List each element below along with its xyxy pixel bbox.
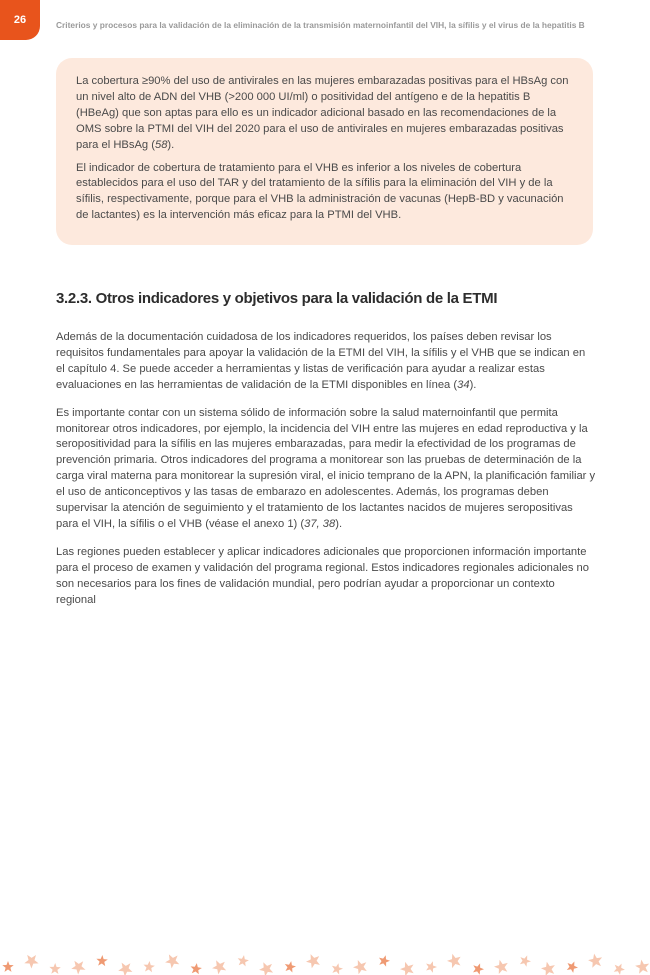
section-body — [56, 330, 596, 621]
page-number: 26 — [13, 14, 27, 26]
footer-star-icon — [541, 962, 555, 975]
footer-star-icon — [520, 955, 531, 966]
section-heading: 3.2.3. Otros indicadores y objetivos para la validación de la ETMI — [56, 290, 498, 307]
footer-star-icon — [71, 961, 85, 975]
footer-star-icon — [49, 963, 60, 974]
footer-star-icon — [24, 955, 38, 969]
footer-star-icon — [285, 961, 296, 972]
callout-paragraph-1: La cobertura ≥90% del uso de antivirales en las mujeres embarazadas positivas para el HBsAg con un nivel alto de ADN del VHB (>200 000 UI/ml) o positividad del antígeno e de la hepatitis B (HBeAg) que son aptas para ello es un indicador adicional basado en las recomendaciones de la OMS sobre la PTMI del VIH del 2020 para el uso de antivirales en mujeres embarazadas positivas para el HBsAg (58). — [76, 75, 569, 151]
footer-star-icon — [212, 960, 226, 974]
footer-star-pattern — [0, 951, 650, 975]
footer-star-icon — [614, 964, 625, 975]
footer-star-icon — [2, 961, 13, 972]
footer-star-icon — [118, 963, 132, 975]
running-header: Criterios y procesos para la validación de la eliminación de la transmisión maternoinfantil del VIH, la sífilis y el virus de la hepatitis B — [56, 20, 585, 30]
citation-ref: 58 — [154, 138, 168, 151]
footer-star-icon — [353, 960, 367, 974]
callout-box — [56, 58, 593, 245]
callout-paragraph-2: El indicador de cobertura de tratamiento para el VHB es inferior a los niveles de cobertura establecidos para el uso del TAR y del tratamiento de la sífilis para la eliminación del VIH y de la sífilis, respectivamente, porque para el VHB la administración de vacunas (HepB-BD y vacunación de lactantes) es la intervención más eficaz para la PTMI del VHB. — [76, 161, 564, 222]
footer-star-icon — [379, 955, 390, 966]
footer-star-icon — [238, 955, 249, 966]
citation-ref: 34 — [457, 378, 470, 391]
citation-ref: 37, 38 — [304, 517, 336, 530]
footer-star-icon — [96, 955, 107, 966]
footer-star-icon — [191, 963, 202, 974]
body-paragraph-1: Además de la documentación cuidadosa de los indicadores requeridos, los países deben revisar los requisitos fundamentales para apoyar la validación de la ETMI del VIH, la sífilis y el VHB que se indican en el capítulo 4. Se puede acceder a herramientas y listas de verificación para ayudar a realizar estas evaluaciones en las herramientas de validación de la ETMI disponibles en línea (34). — [56, 331, 586, 391]
footer-star-icon — [494, 960, 508, 974]
footer-star-icon — [426, 961, 437, 972]
footer-star-icon — [332, 963, 343, 974]
footer-star-icon — [567, 962, 578, 973]
footer-star-icon — [473, 963, 484, 974]
body-paragraph-3: Las regiones pueden establecer y aplicar indicadores adicionales que proporcionen información importante para el proceso de examen y validación del programa regional. Estos indicadores regionales adicionales no son necesarios para los fines de validación mundial, pero podrían ayudar a proporcionar un contexto regional — [56, 545, 589, 606]
footer-star-icon — [306, 954, 320, 968]
footer-star-icon — [165, 954, 179, 968]
footer-star-icon — [635, 960, 649, 974]
footer-star-icon — [588, 954, 602, 968]
body-paragraph-2: Es importante contar con un sistema sólido de información sobre la salud maternoinfantil que permita monitorear otros indicadores, por ejemplo, la incidencia del VIH entre las mujeres en edad reproductiva y la seropositividad para la sífilis en las mujeres embarazadas, para medir la efectividad de los programas de prevención primaria. Otros indicadores del programa a monitorear son las pruebas de determinación de la carga viral materna para monitorear la supresión viral, el inicio temprano de la APN, la planificación familiar y el uso de anticonceptivos y las tasas de embarazo en adolescentes. Además, los programas deben supervisar la atención de seguimiento y el tratamiento de los lactantes nacidos de mujeres seropositivas para el VIH, la sífilis o el VHB (véase el anexo 1) (37, 38). — [56, 406, 596, 530]
footer-star-icon — [259, 962, 273, 975]
page-number-tab — [0, 0, 40, 40]
footer-star-icon — [144, 961, 155, 972]
footer-star-icon — [447, 954, 461, 968]
footer-star-icon — [400, 962, 414, 975]
